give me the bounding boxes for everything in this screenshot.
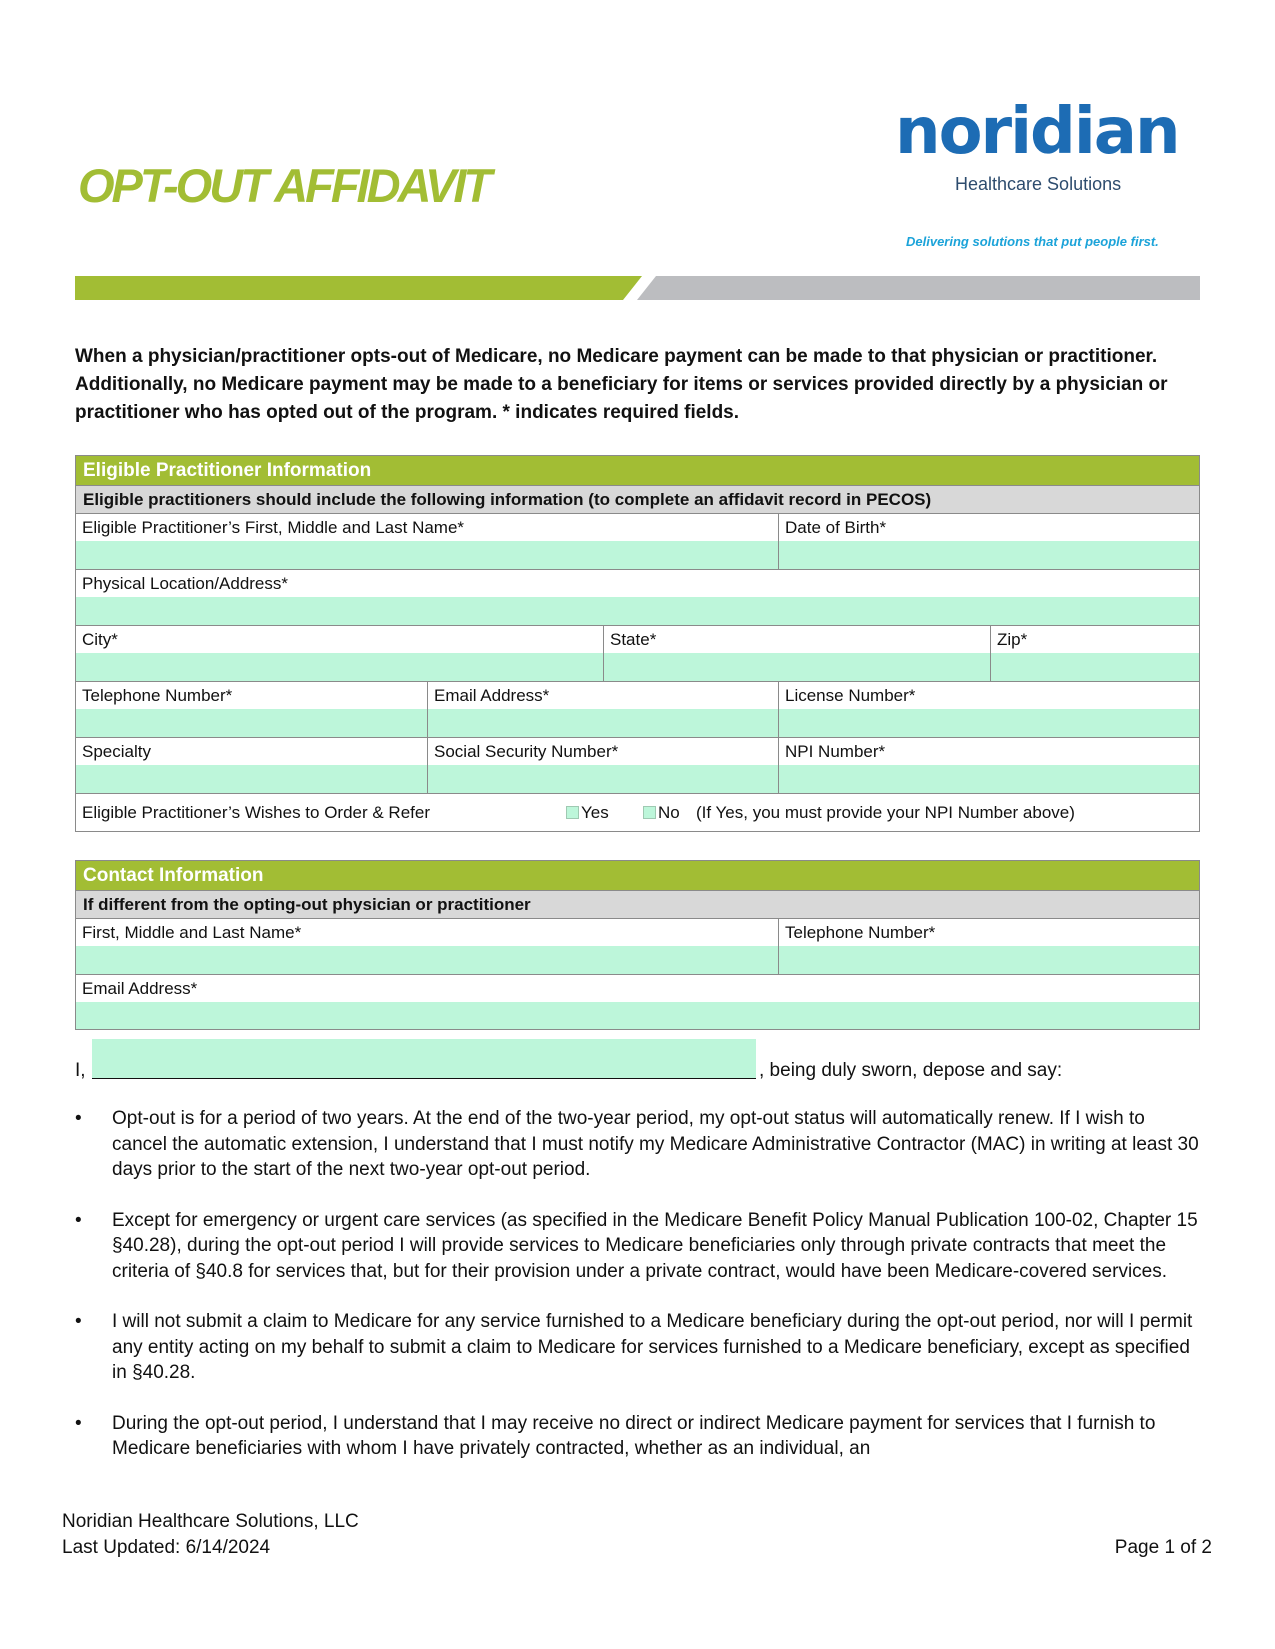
- date-of-birth-field[interactable]: [779, 541, 1199, 569]
- phone-cell: [76, 682, 428, 737]
- tagline: Delivering solutions that put people first.: [906, 234, 1159, 249]
- field-label: Social Security Number*: [428, 738, 778, 765]
- npi-cell: [779, 738, 1199, 793]
- logo-subtitle: Healthcare Solutions: [955, 174, 1122, 194]
- yes-checkbox[interactable]: [566, 806, 579, 819]
- order-refer-label: Eligible Practitioner’s Wishes to Order & Refer: [82, 802, 431, 822]
- zip-field[interactable]: [991, 653, 1199, 681]
- bullet-icon: •: [75, 1311, 82, 1332]
- state-field[interactable]: [604, 653, 990, 681]
- field-label: NPI Number*: [779, 738, 1199, 765]
- field-label: Telephone Number*: [779, 919, 1199, 946]
- sworn-suffix: , being duly sworn, depose and say:: [759, 1060, 1063, 1081]
- field-label: First, Middle and Last Name*: [76, 919, 778, 946]
- contact-phone-cell: [779, 919, 1199, 974]
- bullet-icon: •: [75, 1108, 82, 1129]
- section-subheading: Eligible practitioners should include the following information (to complete an affidavit record in PECOS): [76, 486, 1199, 514]
- field-label: State*: [604, 626, 990, 653]
- contact-name-cell: [76, 919, 779, 974]
- dob-cell: [779, 514, 1199, 569]
- zip-cell: [991, 626, 1199, 681]
- field-label: Email Address*: [76, 975, 1199, 1002]
- table-row: [76, 626, 1199, 682]
- list-item-text: I will not submit a claim to Medicare for any service furnished to a Medicare beneficiary during the opt-out period, nor will I permit any entity acting on my behalf to submit a claim to Medicare for services furnished to a Medicare beneficiary, except as specified in §40.28.: [112, 1311, 1193, 1383]
- contact-email-cell: [76, 975, 1199, 1029]
- list-item: [75, 1208, 1203, 1285]
- field-label: City*: [76, 626, 603, 653]
- table-row: [76, 975, 1199, 1029]
- practitioner-name-field[interactable]: [76, 541, 778, 569]
- list-item: [75, 1106, 1203, 1183]
- city-field[interactable]: [76, 653, 603, 681]
- field-label: Telephone Number*: [76, 682, 427, 709]
- ssn-cell: [428, 738, 779, 793]
- address-cell: [76, 570, 1199, 625]
- field-label: Date of Birth*: [779, 514, 1199, 541]
- table-row: [76, 682, 1199, 738]
- noridian-logo: [895, 95, 1205, 200]
- field-label: Eligible Practitioner’s First, Middle and Last Name*: [76, 514, 778, 541]
- address-field[interactable]: [76, 597, 1199, 625]
- list-item-text: Opt-out is for a period of two years. At the end of the two-year period, my opt-out status will automatically renew. If I wish to cancel the automatic extension, I understand that I must notify my Medicare Administrative Contractor (MAC) in writing at least 30 days prior to the start of the next two-year opt-out period.: [112, 1108, 1199, 1180]
- specialty-cell: [76, 738, 428, 793]
- no-label: No: [658, 802, 680, 822]
- logo-wordmark: noridian: [895, 95, 1179, 169]
- field-label: Physical Location/Address*: [76, 570, 1199, 597]
- contact-name-field[interactable]: [76, 946, 778, 974]
- field-label: Specialty: [76, 738, 427, 765]
- ssn-field[interactable]: [428, 765, 778, 793]
- order-refer-row: [76, 794, 1199, 831]
- practitioner-info-table: [75, 455, 1200, 832]
- footer-updated: Last Updated: 6/14/2024: [62, 1537, 271, 1558]
- sworn-statement: [62, 1039, 1212, 1079]
- specialty-field[interactable]: [76, 765, 427, 793]
- list-item: [75, 1309, 1203, 1386]
- table-row: [76, 919, 1199, 975]
- bullet-icon: •: [75, 1209, 82, 1231]
- no-checkbox[interactable]: [643, 806, 656, 819]
- table-row: [76, 738, 1199, 794]
- npi-number-field[interactable]: [779, 765, 1199, 793]
- field-label: Email Address*: [428, 682, 778, 709]
- license-cell: [779, 682, 1199, 737]
- footer-company: Noridian Healthcare Solutions, LLC: [62, 1511, 359, 1532]
- page-number: Page 1 of 2: [1114, 1537, 1212, 1558]
- section-heading: Eligible Practitioner Information: [76, 456, 1199, 486]
- section-heading: Contact Information: [76, 861, 1199, 891]
- section-subheading: If different from the opting-out physician or practitioner: [76, 891, 1199, 919]
- yes-label: Yes: [581, 802, 609, 822]
- sworn-prefix: I,: [75, 1060, 86, 1081]
- contact-info-table: [75, 860, 1200, 1030]
- intro-paragraph: When a physician/practitioner opts-out of Medicare, no Medicare payment can be made to that physician or practitioner. Additionally, no Medicare payment may be made to a beneficiary for items or services provided directly by a physician or practitioner who has opted out of the program. * indicates required fields.: [75, 346, 1168, 423]
- affiant-name-field[interactable]: [92, 1039, 756, 1079]
- affidavit-terms-list: [75, 1106, 1203, 1487]
- telephone-field[interactable]: [76, 709, 427, 737]
- list-item-text: During the opt-out period, I understand that I may receive no direct or indirect Medicare payment for services that I furnish to Medicare beneficiaries with whom I have privately contracted, whether as an individual, an: [112, 1412, 1156, 1459]
- document-title: OPT-OUT AFFIDAVIT: [78, 159, 490, 212]
- field-label: License Number*: [779, 682, 1199, 709]
- license-number-field[interactable]: [779, 709, 1199, 737]
- header-banner: [75, 276, 1200, 300]
- table-row: [76, 514, 1199, 570]
- state-cell: [604, 626, 991, 681]
- field-label: Zip*: [991, 626, 1199, 653]
- city-cell: [76, 626, 604, 681]
- contact-email-field[interactable]: [76, 1002, 1199, 1029]
- practitioner-name-cell: [76, 514, 779, 569]
- list-item-text: Except for emergency or urgent care services (as specified in the Medicare Benefit Policy Manual Publication 100-02, Chapter 15 §40.28), during the opt-out period I will provide services to Medicare beneficiaries only through private contracts that meet the criteria of §40.8 for services that, but for their provision under a private contract, would have been Medicare-covered services.: [112, 1209, 1198, 1282]
- page-footer: [62, 1509, 1212, 1561]
- contact-telephone-field[interactable]: [779, 946, 1199, 974]
- email-cell: [428, 682, 779, 737]
- list-item: [75, 1411, 1203, 1462]
- order-refer-note: (If Yes, you must provide your NPI Number above): [696, 802, 1075, 822]
- bullet-icon: •: [75, 1412, 82, 1434]
- email-field[interactable]: [428, 709, 778, 737]
- table-row: [76, 570, 1199, 626]
